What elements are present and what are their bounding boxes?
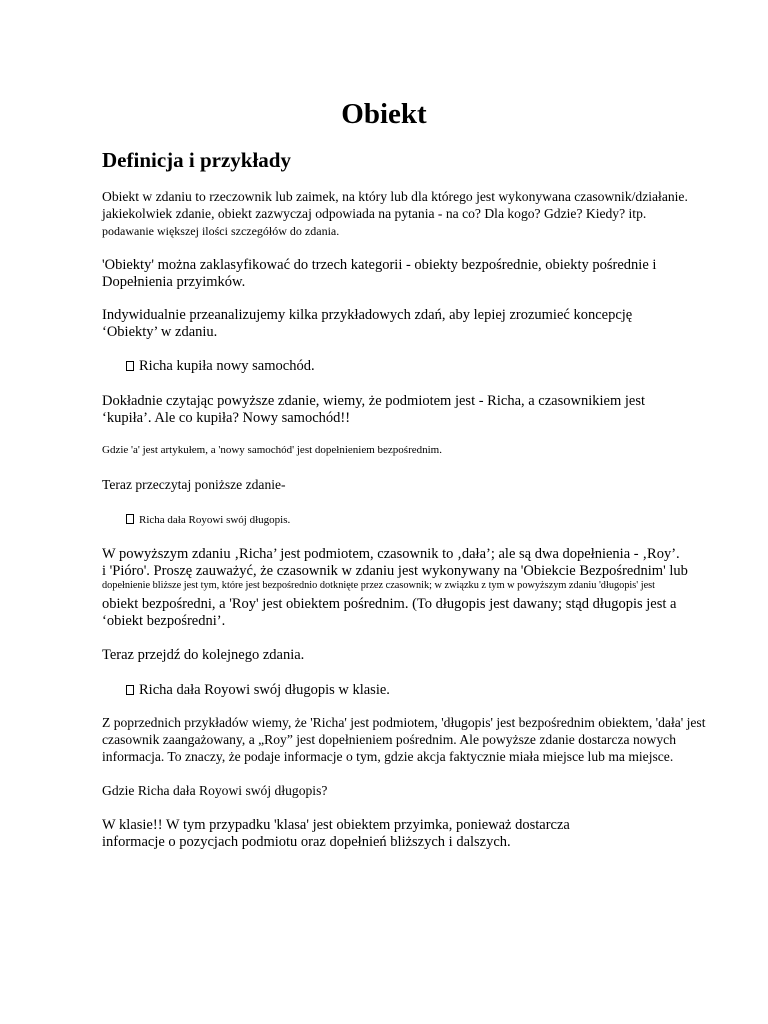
paragraph-line: podawanie większej ilości szczegółów do zdania. [102,224,340,238]
paragraph-line: ‘Obiekty’ w zdaniu. [102,324,218,340]
paragraph-line: jakiekolwiek zdanie, obiekt zazwyczaj odpowiada na pytania - na co? Dla kogo? Gdzie? Kiedy? itp. [102,206,647,221]
paragraph-line: Gdzie Richa dała Royowi swój długopis? [102,783,328,798]
paragraph-line: i 'Pióro'. Proszę zauważyć, że czasownik w zdaniu jest wykonywany na 'Obiekcie Bezpośrednim' lub [102,563,688,579]
example-text: Richa dała Royowi swój długopis w klasie. [139,682,390,698]
checkbox-bullet-icon [126,685,134,695]
paragraph-line: Dokładnie czytając powyższe zdanie, wiemy, że podmiotem jest - Richa, a czasownikiem jest [102,393,646,409]
paragraph-line: Teraz przeczytaj poniższe zdanie- [102,477,286,492]
paragraph-line: W klasie!! W tym przypadku 'klasa' jest obiektem przyimka, ponieważ dostarcza [102,817,570,833]
paragraph-line: informacja. To znaczy, że podaje informacje o tym, gdzie akcja faktycznie miała miejsce lub ma miejsce. [102,749,674,764]
paragraph-line: Obiekt w zdaniu to rzeczownik lub zaimek, na który lub dla którego jest wykonywana czasownik/działanie. [102,189,688,204]
checkbox-bullet-icon [126,514,134,524]
page-title: Obiekt [341,98,427,130]
section-heading: Definicja i przykłady [102,148,291,172]
paragraph-line: Z poprzednich przykładów wiemy, że 'Richa' jest podmiotem, 'długopis' jest bezpośrednim obiektem, 'dała' jest [102,715,706,730]
example-sentence [126,683,390,698]
example-sentence [126,514,290,526]
paragraph-line: obiekt bezpośredni, a 'Roy' jest obiektem pośrednim. (To długopis jest dawany; stąd długopis jest a [102,596,677,612]
paragraph-line: informacje o pozycjach podmiotu oraz dopełnień bliższych i dalszych. [102,834,511,850]
example-text: Richa kupiła nowy samochód. [139,358,315,374]
paragraph-line: Gdzie 'a' jest artykułem, a 'nowy samochód' jest dopełnieniem bezpośrednim. [102,444,442,456]
paragraph-line: 'Obiekty' można zaklasyfikować do trzech kategorii - obiekty bezpośrednie, obiekty pośrednie i [102,257,657,273]
example-text: Richa dała Royowi swój długopis. [139,514,291,526]
paragraph-line: W powyższym zdaniu ‚Richa’ jest podmiotem, czasownik to ‚dała’; ale są dwa dopełnienia - ‚Roy’. [102,546,680,562]
paragraph-line: czasownik zaangażowany, a „Roy” jest dopełnieniem pośrednim. Ale powyższe zdanie dostarcza nowych [102,732,676,747]
paragraph-line: dopełnienie bliższe jest tym, które jest bezpośrednio dotknięte przez czasownik; w związku z tym w powyższym zdaniu 'długopis' jest [102,580,656,591]
paragraph-line: ‘obiekt bezpośredni’. [102,613,226,629]
paragraph-line: Dopełnienia przyimków. [102,274,246,290]
paragraph-line: Indywidualnie przeanalizujemy kilka przykładowych zdań, aby lepiej zrozumieć koncepcję [102,307,633,323]
paragraph-line: ‘kupiła’. Ale co kupiła? Nowy samochód!! [102,410,351,426]
checkbox-bullet-icon [126,361,134,371]
paragraph-line: Teraz przejdź do kolejnego zdania. [102,647,305,663]
example-sentence [126,359,315,374]
